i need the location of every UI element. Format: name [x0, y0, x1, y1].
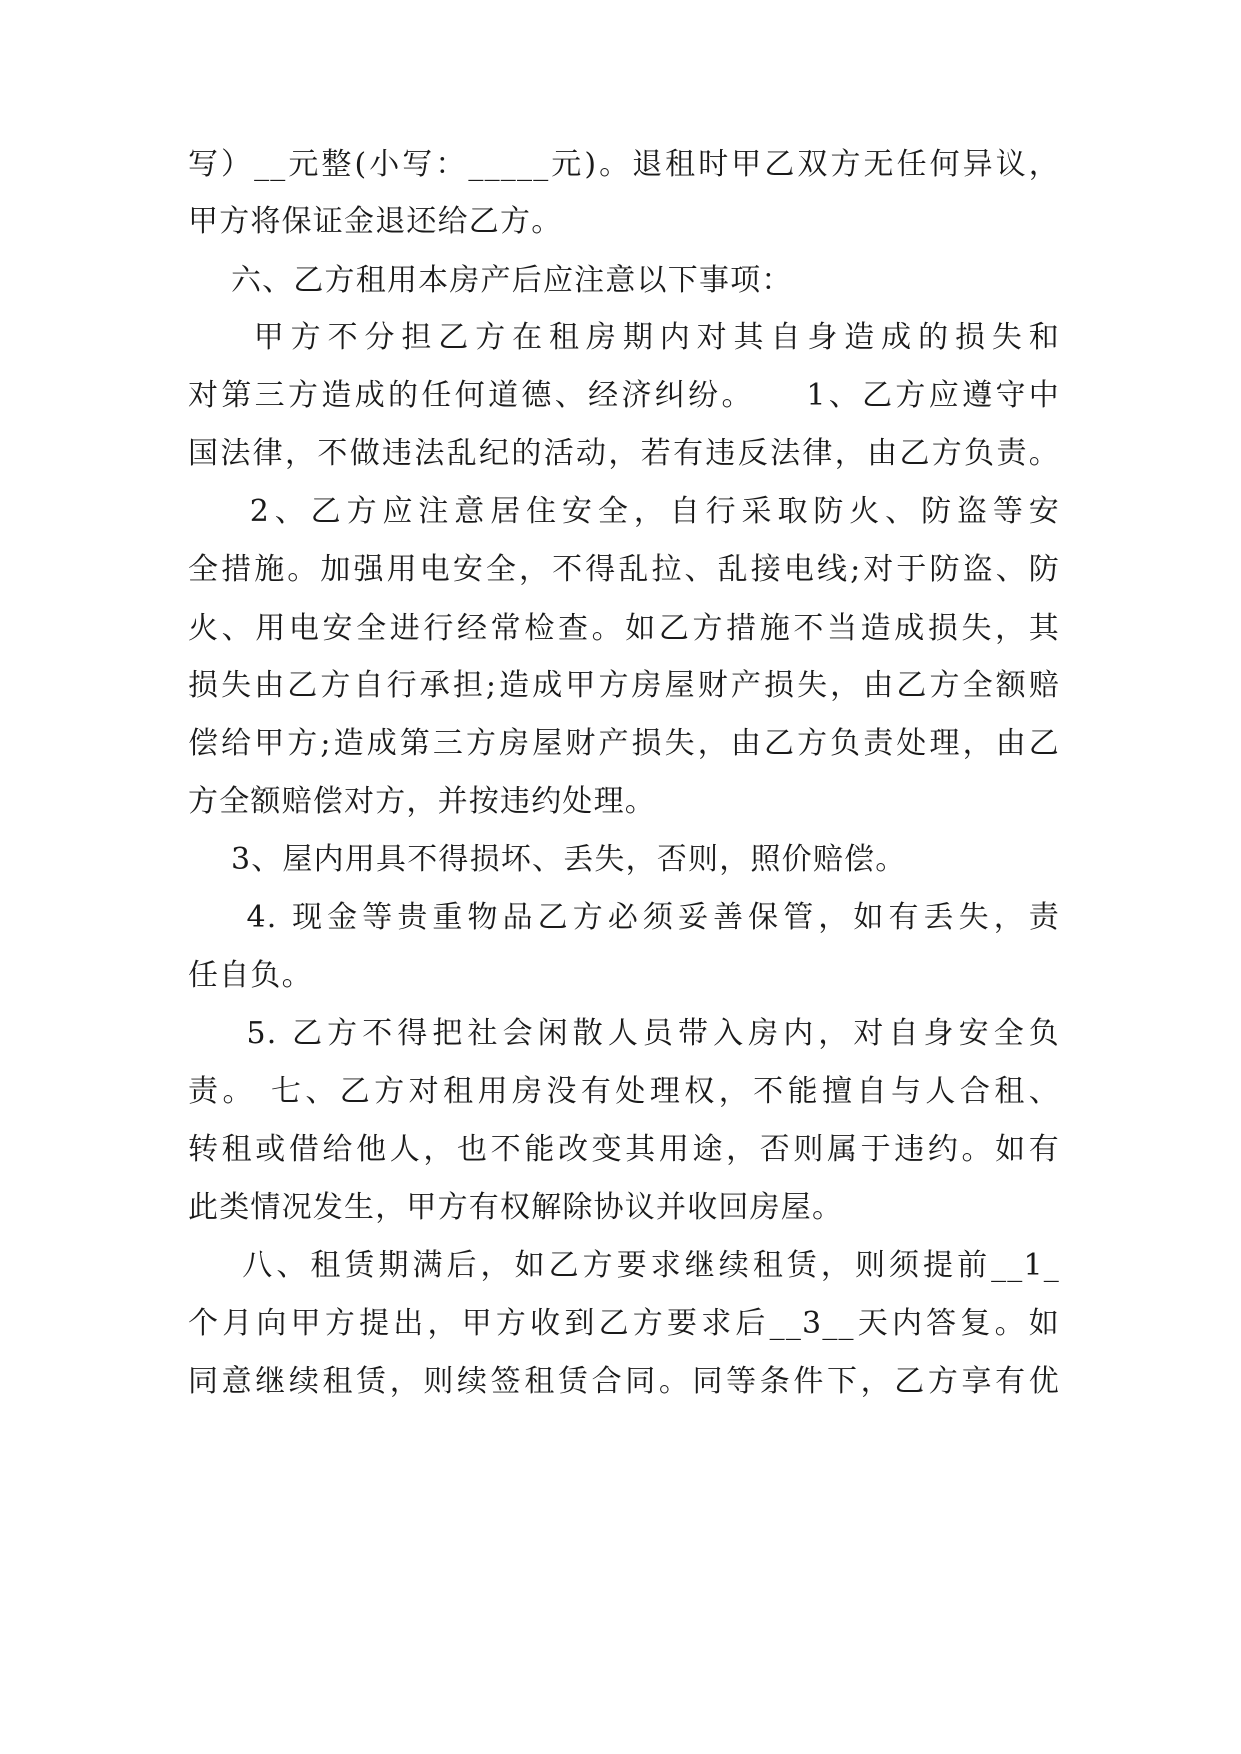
text-line: 全措施。加强用电安全，不得乱拉、乱接电线;对于防盗、防	[188, 552, 1060, 587]
text-line: 火、用电安全进行经常检查。如乙方措施不当造成损失，其	[188, 611, 1060, 646]
text-line: 对第三方造成的任何道德、经济纠纷。 1、乙方应遵守中	[188, 378, 1060, 413]
text-line: 转租或借给他人，也不能改变其用途，否则属于违约。如有	[188, 1132, 1060, 1167]
text-line: 同意继续租赁，则续签租赁合同。同等条件下，乙方享有优	[188, 1364, 1060, 1399]
text-line: 甲方将保证金退还给乙方。	[188, 204, 563, 239]
text-line: 方全额赔偿对方，并按违约处理。	[188, 784, 656, 819]
text-line: 写）__元整(小写：_____元)。退租时甲乙双方无任何异议，	[188, 147, 1060, 182]
text-line: 八、租赁期满后，如乙方要求继续租赁，则须提前__1_	[188, 1248, 1060, 1283]
text-line: 3、屋内用具不得损坏、丢失，否则，照价赔偿。	[188, 842, 907, 877]
text-line: 此类情况发生，甲方有权解除协议并收回房屋。	[188, 1190, 844, 1225]
text-line: 责。 七、乙方对租用房没有处理权，不能擅自与人合租、	[188, 1074, 1060, 1109]
text-line: 2、乙方应注意居住安全，自行采取防火、防盗等安	[188, 494, 1060, 529]
text-line: 国法律，不做违法乱纪的活动，若有违反法律，由乙方负责。	[188, 436, 1060, 471]
text-line: 4. 现金等贵重物品乙方必须妥善保管，如有丢失，责	[188, 900, 1060, 935]
text-line: 损失由乙方自行承担;造成甲方房屋财产损失，由乙方全额赔	[188, 668, 1060, 703]
text-line: 偿给甲方;造成第三方房屋财产损失，由乙方负责处理，由乙	[188, 726, 1060, 761]
text-line: 5. 乙方不得把社会闲散人员带入房内，对自身安全负	[188, 1016, 1060, 1051]
text-line: 个月向甲方提出，甲方收到乙方要求后__3__天内答复。如	[188, 1306, 1060, 1341]
text-line: 任自负。	[188, 958, 313, 993]
text-line: 甲方不分担乙方在租房期内对其自身造成的损失和	[188, 320, 1060, 355]
text-line: 六、乙方租用本房产后应注意以下事项：	[188, 263, 793, 298]
